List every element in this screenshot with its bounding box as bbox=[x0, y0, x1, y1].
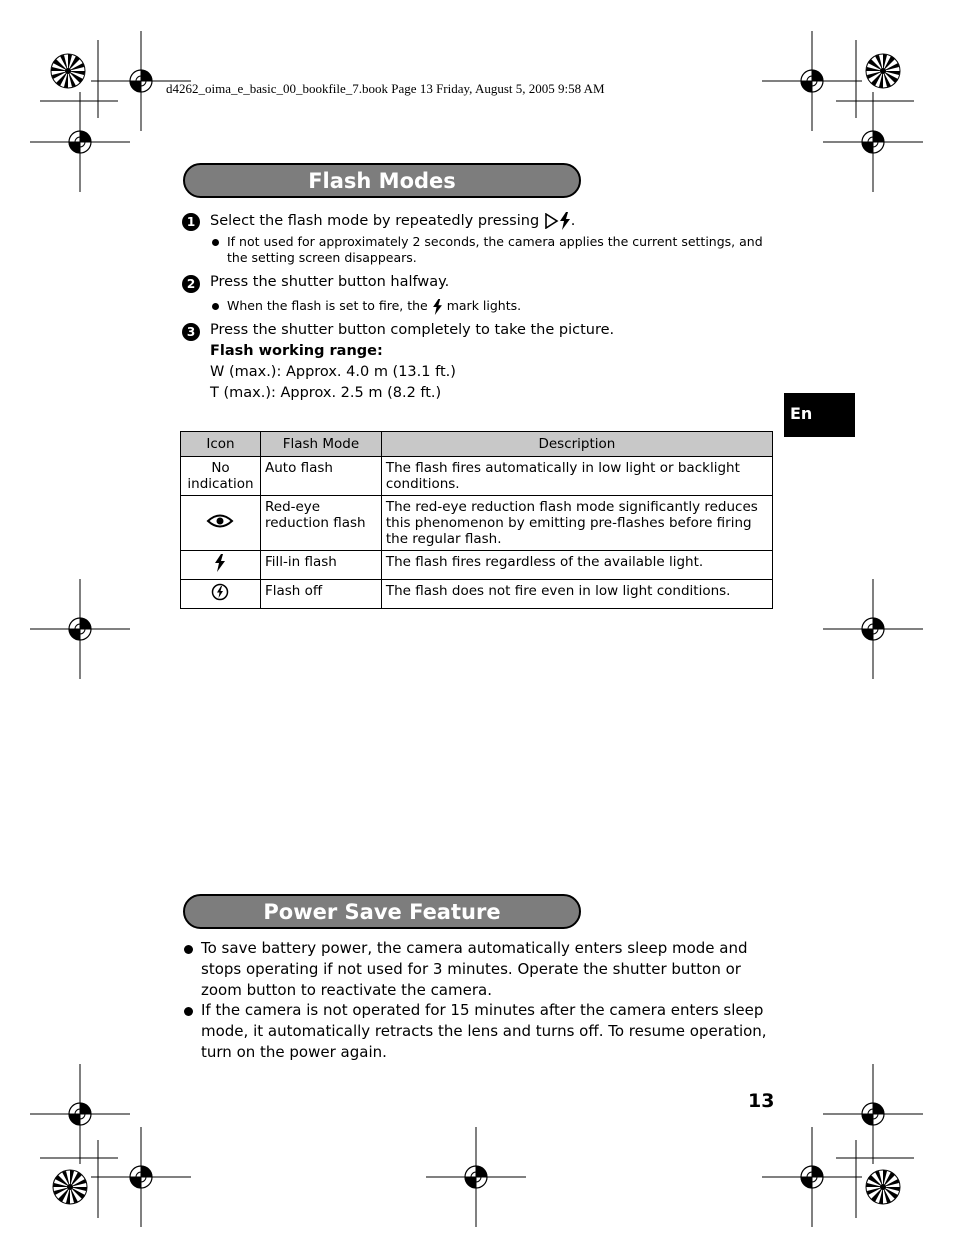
description-cell: The flash fires regardless of the available light. bbox=[381, 551, 772, 580]
flash-range-title: Flash working range: bbox=[210, 343, 383, 359]
bullet-dot bbox=[184, 945, 193, 954]
step-2-text: Press the shutter button halfway. bbox=[210, 274, 450, 290]
table-row bbox=[181, 580, 773, 609]
flash-icon bbox=[432, 299, 443, 315]
mode-cell: Fill-in flash bbox=[260, 551, 381, 580]
flash-range-wide: W (max.): Approx. 4.0 m (13.1 ft.) bbox=[210, 364, 456, 380]
flash-icon bbox=[214, 554, 226, 572]
flash-modes-title: Flash Modes bbox=[308, 168, 456, 193]
power-save-bullet-2 bbox=[184, 1000, 774, 1063]
power-save-bullet-1-text: To save battery power, the camera automatically enters sleep mode and stops operating if not used for 3 minutes. Operate the shutter button or zoom button to reactivate the camera. bbox=[201, 939, 748, 999]
step-2-note-row bbox=[227, 298, 772, 315]
step-2-note-before: When the flash is set to fire, the bbox=[227, 298, 428, 313]
red-eye-icon bbox=[206, 513, 234, 529]
description-cell: The red-eye reduction flash mode significantly reduces this phenomenon by emitting pre-flashes before firing the regular flash. bbox=[381, 496, 772, 551]
step-2-note-after: mark lights. bbox=[446, 298, 522, 313]
flash-icon bbox=[559, 212, 571, 230]
table-row bbox=[181, 457, 773, 496]
power-save-bullet-2-text: If the camera is not operated for 15 minutes after the camera enters sleep mode, it automatically retracts the lens and turns off. To resume operation, turn on the power again. bbox=[201, 1001, 767, 1061]
icon-cell bbox=[181, 457, 261, 496]
step-3-number: 3 bbox=[182, 323, 200, 341]
header-description: Description bbox=[381, 432, 772, 457]
icon-cell bbox=[181, 496, 261, 551]
step-1-text-row: Select the flash mode by repeatedly pressing . bbox=[210, 213, 576, 229]
table-row bbox=[181, 551, 773, 580]
step-1-number: 1 bbox=[182, 213, 200, 231]
step-3-text: Press the shutter button completely to take the picture. bbox=[210, 322, 615, 338]
header-flash-mode: Flash Mode bbox=[260, 432, 381, 457]
step-1-note bbox=[212, 234, 772, 266]
book-file-line: d4262_oima_e_basic_00_bookfile_7.book Page 13 Friday, August 5, 2005 9:58 AM bbox=[166, 81, 605, 96]
table-header-row bbox=[181, 432, 773, 457]
mode-cell: Flash off bbox=[260, 580, 381, 609]
step-1-text: Select the flash mode by repeatedly pressing bbox=[210, 213, 540, 229]
step-2-number: 2 bbox=[182, 275, 200, 293]
bullet-dot bbox=[184, 1007, 193, 1016]
mode-cell: Auto flash bbox=[260, 457, 381, 496]
icon-cell bbox=[181, 551, 261, 580]
step-2-note bbox=[212, 298, 772, 315]
right-arrow-icon bbox=[544, 213, 559, 229]
bullet-dot bbox=[212, 303, 219, 310]
flash-modes-table bbox=[180, 431, 773, 609]
table-row bbox=[181, 496, 773, 551]
description-cell: The flash does not fire even in low light conditions. bbox=[381, 580, 772, 609]
power-save-bullet-1 bbox=[184, 938, 774, 1001]
power-save-heading bbox=[183, 894, 581, 929]
mode-cell: Red-eye reduction flash bbox=[260, 496, 381, 551]
flash-range-tele: T (max.): Approx. 2.5 m (8.2 ft.) bbox=[210, 385, 442, 401]
step-1-note-text: If not used for approximately 2 seconds, the camera applies the current settings, and the setting screen disappears. bbox=[227, 234, 763, 265]
power-save-title: Power Save Feature bbox=[263, 899, 501, 924]
bullet-dot bbox=[212, 239, 219, 246]
flash-off-icon bbox=[211, 583, 229, 601]
page-number: 13 bbox=[748, 1090, 775, 1112]
no-indication-text: No indication bbox=[187, 460, 254, 492]
flash-modes-heading bbox=[183, 163, 581, 198]
header-icon: Icon bbox=[181, 432, 261, 457]
icon-cell bbox=[181, 580, 261, 609]
language-tab: En bbox=[784, 393, 855, 437]
description-cell: The flash fires automatically in low light or backlight conditions. bbox=[381, 457, 772, 496]
